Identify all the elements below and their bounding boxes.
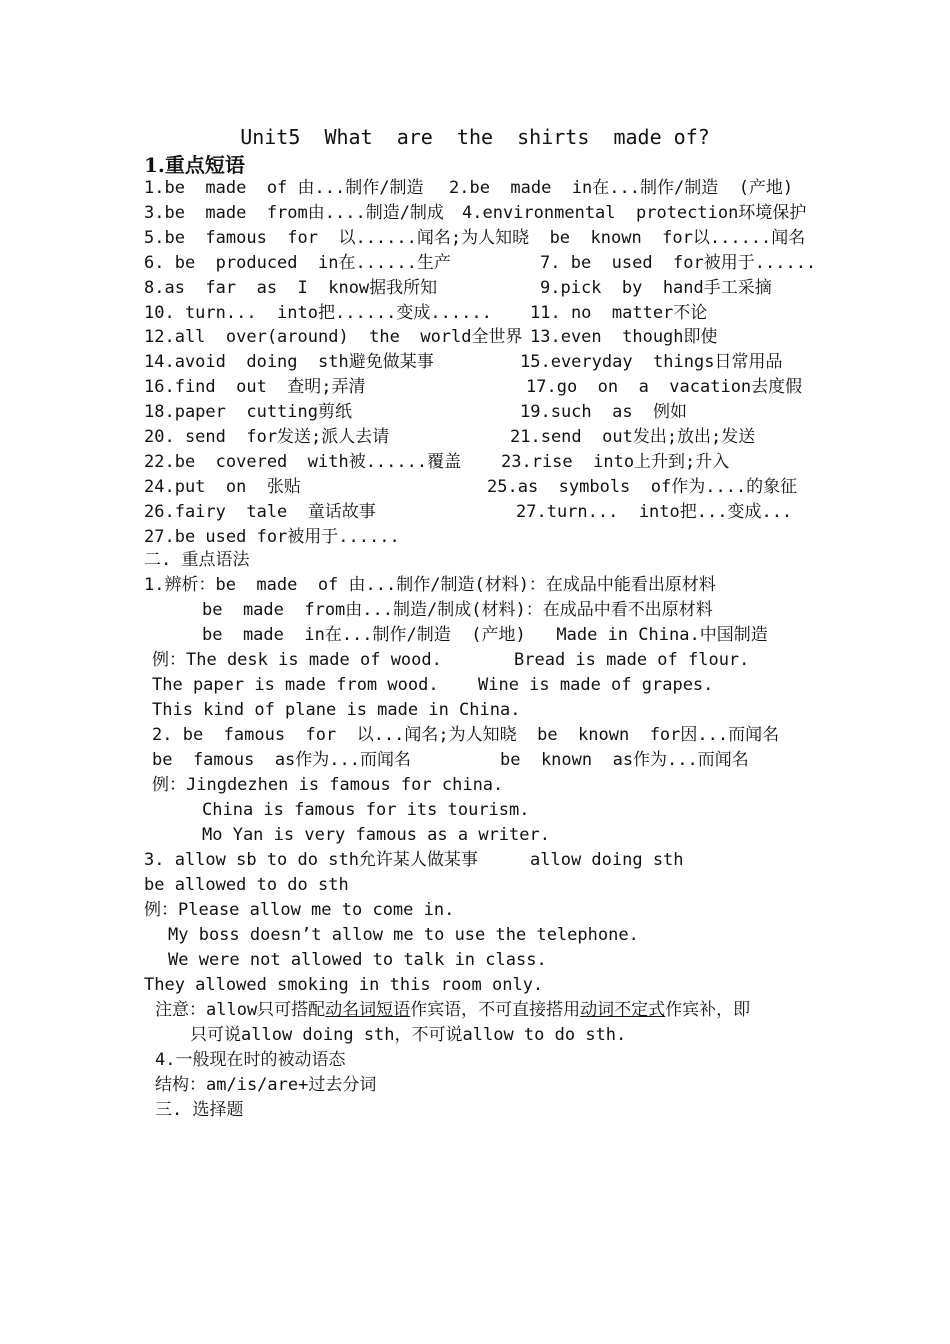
phrase-item: 1.be made of 由...制作/制造	[144, 178, 424, 198]
section-heading-grammar: 二. 重点语法	[144, 550, 250, 570]
phrase-item: 16.find out 查明;弄清	[144, 377, 366, 398]
grammar-2-example: China is famous for its tourism.	[202, 800, 530, 820]
grammar-1-example: 例：The desk is made of wood.	[152, 650, 442, 670]
phrase-item: 12.all over(around) the world全世界	[144, 327, 523, 348]
phrase-item: 13.even though即使	[530, 327, 718, 348]
grammar-3-title: 3. allow sb to do sth允许某人做某事	[144, 850, 478, 870]
grammar-1-example: Bread is made of flour.	[514, 650, 750, 670]
note-text: 作宾语，不可直接搭用	[410, 1000, 581, 1020]
phrase-item: 3.be made from由....制造/制成	[144, 202, 444, 223]
grammar-3-example: My boss doesn’t allow me to use the telephone.	[168, 925, 639, 945]
phrase-item: 5.be famous for 以......闻名;为人知晓 be known for以......闻名	[144, 227, 806, 248]
section-heading-choice: 三. 选择题	[155, 1100, 244, 1120]
phrase-item: 9.pick by hand手工采摘	[540, 277, 772, 298]
grammar-4-title: 4.一般现在时的被动语态	[155, 1050, 346, 1070]
phrase-item: 6. be produced in在......生产	[144, 252, 451, 273]
phrase-item: 25.as symbols of作为....的象征	[487, 476, 798, 497]
phrase-item: 27.be used for被用于......	[144, 526, 400, 547]
phrase-item: 18.paper cutting剪纸	[144, 402, 352, 423]
grammar-2-line: be known as作为...而闻名	[500, 750, 749, 770]
phrase-item: 26.fairy tale 童话故事	[144, 501, 376, 522]
grammar-3-line: be allowed to do sth	[144, 875, 349, 895]
phrase-item: 20. send for发送;派人去请	[144, 427, 390, 447]
phrase-item: 4.environmental protection环境保护	[462, 202, 807, 223]
phrase-item: 11. no matter不论	[530, 302, 708, 323]
phrase-item: 8.as far as I know据我所知	[144, 277, 438, 298]
grammar-2-line: be famous as作为...而闻名	[152, 750, 411, 770]
phrase-item: 7. be used for被用于......	[540, 252, 817, 273]
grammar-3-example: 例：Please allow me to come in.	[144, 900, 455, 920]
grammar-3-title: allow doing sth	[530, 850, 684, 870]
grammar-2-example: 例：Jingdezhen is famous for china.	[152, 775, 504, 795]
phrase-item: 2.be made in在...制作/制造 (产地)	[449, 178, 794, 198]
phrase-item: 17.go on a vacation去度假	[526, 377, 803, 398]
grammar-1-example: The paper is made from wood.	[152, 675, 439, 695]
document-title: Unit5 What are the shirts made of?	[240, 125, 710, 149]
phrase-item: 14.avoid doing sth避免做某事	[144, 352, 434, 373]
grammar-3-example: We were not allowed to talk in class.	[168, 950, 547, 970]
grammar-3-example: They allowed smoking in this room only.	[144, 975, 544, 995]
grammar-4-structure: 结构：am/is/are+过去分词	[155, 1075, 377, 1095]
grammar-2-title: 2. be famous for 以...闻名;为人知晓 be known for因...而闻名	[152, 725, 780, 745]
phrase-item: 27.turn... into把...变成...	[516, 501, 793, 522]
grammar-note-line: 只可说allow doing sth，不可说allow to do sth.	[190, 1025, 627, 1045]
grammar-1-example: This kind of plane is made in China.	[152, 700, 521, 720]
grammar-2-example: Mo Yan is very famous as a writer.	[202, 825, 550, 845]
phrase-item: 24.put on 张贴	[144, 476, 301, 497]
phrase-item: 23.rise into上升到;升入	[501, 451, 730, 472]
section-heading-phrases: 1.重点短语	[144, 153, 245, 177]
phrase-item: 22.be covered with被......覆盖	[144, 451, 462, 472]
note-underlined: 动名词短语	[325, 1000, 411, 1020]
note-underlined: 动词不定式	[580, 1000, 666, 1020]
phrase-item: 10. turn... into把......变成......	[144, 302, 492, 323]
grammar-1-example: Wine is made of grapes.	[478, 675, 714, 695]
grammar-1-line: be made in在...制作/制造 (产地) Made in China.中国制造	[202, 625, 768, 645]
grammar-1-title: 1.辨析：be made of 由...制作/制造(材料)：在成品中能看出原材料	[144, 575, 716, 595]
phrase-item: 21.send out发出;放出;发送	[510, 427, 756, 447]
note-text: 作宾补，即	[665, 1000, 751, 1020]
grammar-note	[155, 999, 750, 1021]
grammar-1-line: be made from由...制造/制成(材料)：在成品中看不出原材料	[202, 600, 713, 620]
phrase-item: 19.such as 例如	[520, 402, 688, 423]
phrase-item: 15.everyday things日常用品	[520, 352, 783, 373]
note-text: 注意：allow只可搭配	[155, 1000, 326, 1020]
